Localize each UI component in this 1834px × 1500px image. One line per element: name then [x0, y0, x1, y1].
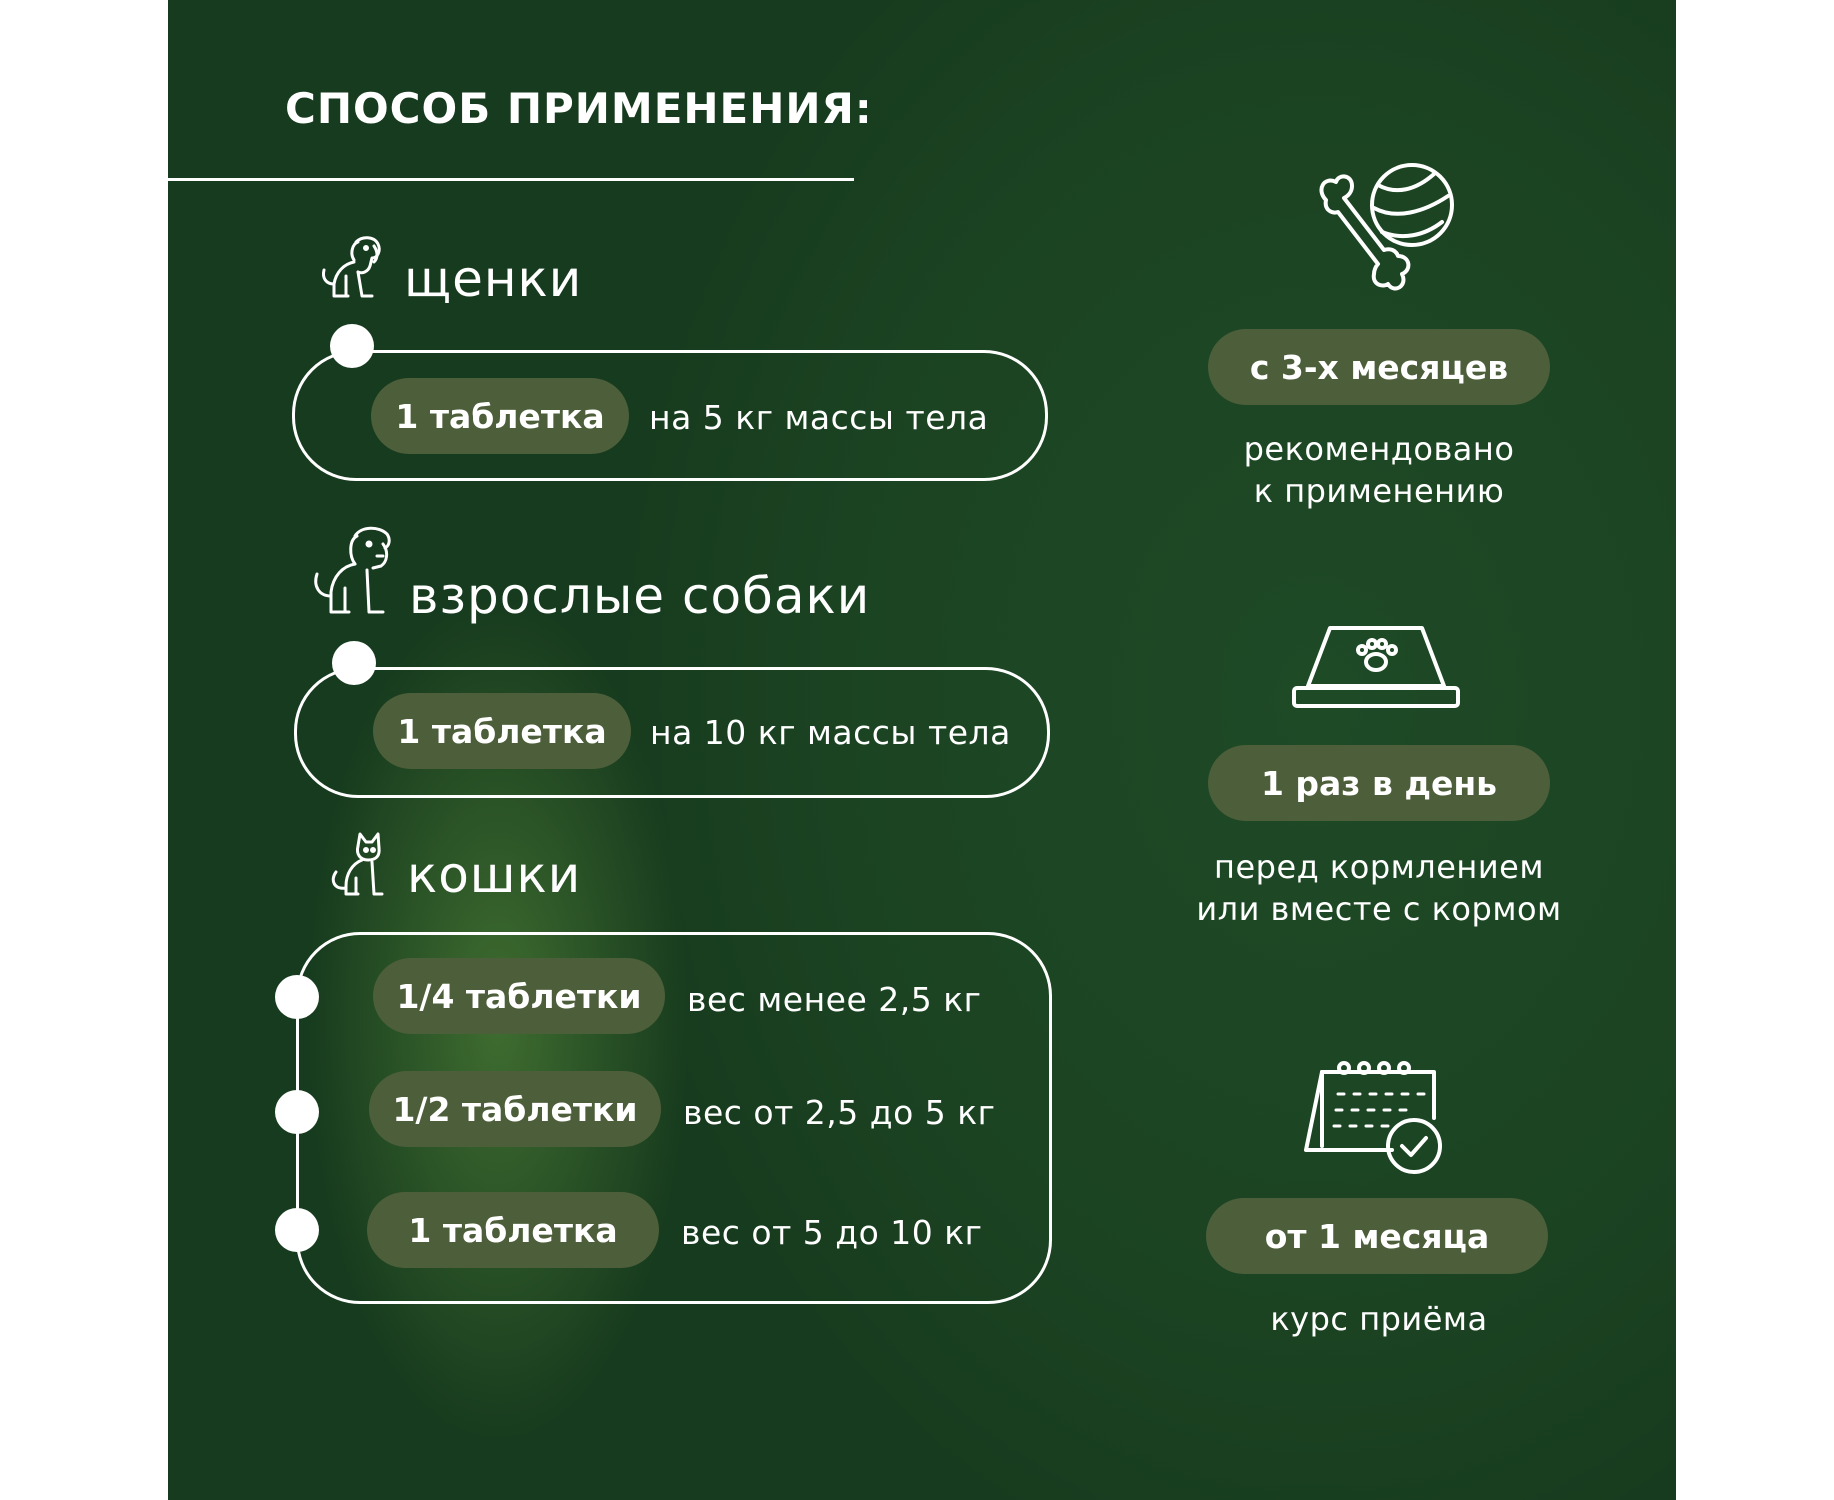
info-note-line: рекомендовано [1243, 430, 1515, 468]
page-title: СПОСОБ ПРИМЕНЕНИЯ: [285, 84, 873, 133]
dose-badge: 1 таблетка [367, 1192, 659, 1268]
title-divider [168, 178, 854, 181]
info-note-line: или вместе с кормом [1196, 890, 1562, 928]
dose-badge: 1/4 таблетки [373, 958, 665, 1034]
info-note-age [1168, 428, 1590, 512]
info-note-duration [1168, 1298, 1590, 1340]
section-title-cats: кошки [407, 846, 582, 904]
info-badge-age: с 3-х месяцев [1208, 329, 1550, 405]
info-note-line: курс приёма [1270, 1300, 1488, 1338]
info-note-frequency [1148, 846, 1610, 930]
info-badge-frequency: 1 раз в день [1208, 745, 1550, 821]
cat-icon [324, 828, 384, 898]
puppies-marker-dot [330, 324, 374, 368]
section-title-dogs: взрослые собаки [409, 567, 871, 625]
dose-description: на 5 кг массы тела [649, 398, 989, 437]
dose-description: вес от 5 до 10 кг [681, 1213, 983, 1252]
cats-marker-dot [275, 1090, 319, 1134]
section-title-puppies: щенки [404, 250, 583, 308]
pet-bowl-icon [1288, 622, 1464, 712]
dose-description: вес от 2,5 до 5 кг [683, 1093, 996, 1132]
info-note-line: к применению [1253, 472, 1505, 510]
dose-badge: 1 таблетка [373, 693, 631, 769]
puppy-icon [318, 232, 384, 300]
dog-icon [303, 522, 399, 618]
info-badge-duration: от 1 месяца [1206, 1198, 1548, 1274]
dogs-marker-dot [332, 641, 376, 685]
calendar-check-icon [1302, 1058, 1446, 1176]
bone-and-ball-icon [1306, 160, 1458, 305]
instructions-panel [168, 0, 1676, 1500]
dose-description: вес менее 2,5 кг [687, 980, 982, 1019]
dose-badge: 1 таблетка [371, 378, 629, 454]
dose-badge: 1/2 таблетки [369, 1071, 661, 1147]
cats-marker-dot [275, 975, 319, 1019]
dose-description: на 10 кг массы тела [650, 713, 1011, 752]
cats-marker-dot [275, 1208, 319, 1252]
info-note-line: перед кормлением [1214, 848, 1544, 886]
